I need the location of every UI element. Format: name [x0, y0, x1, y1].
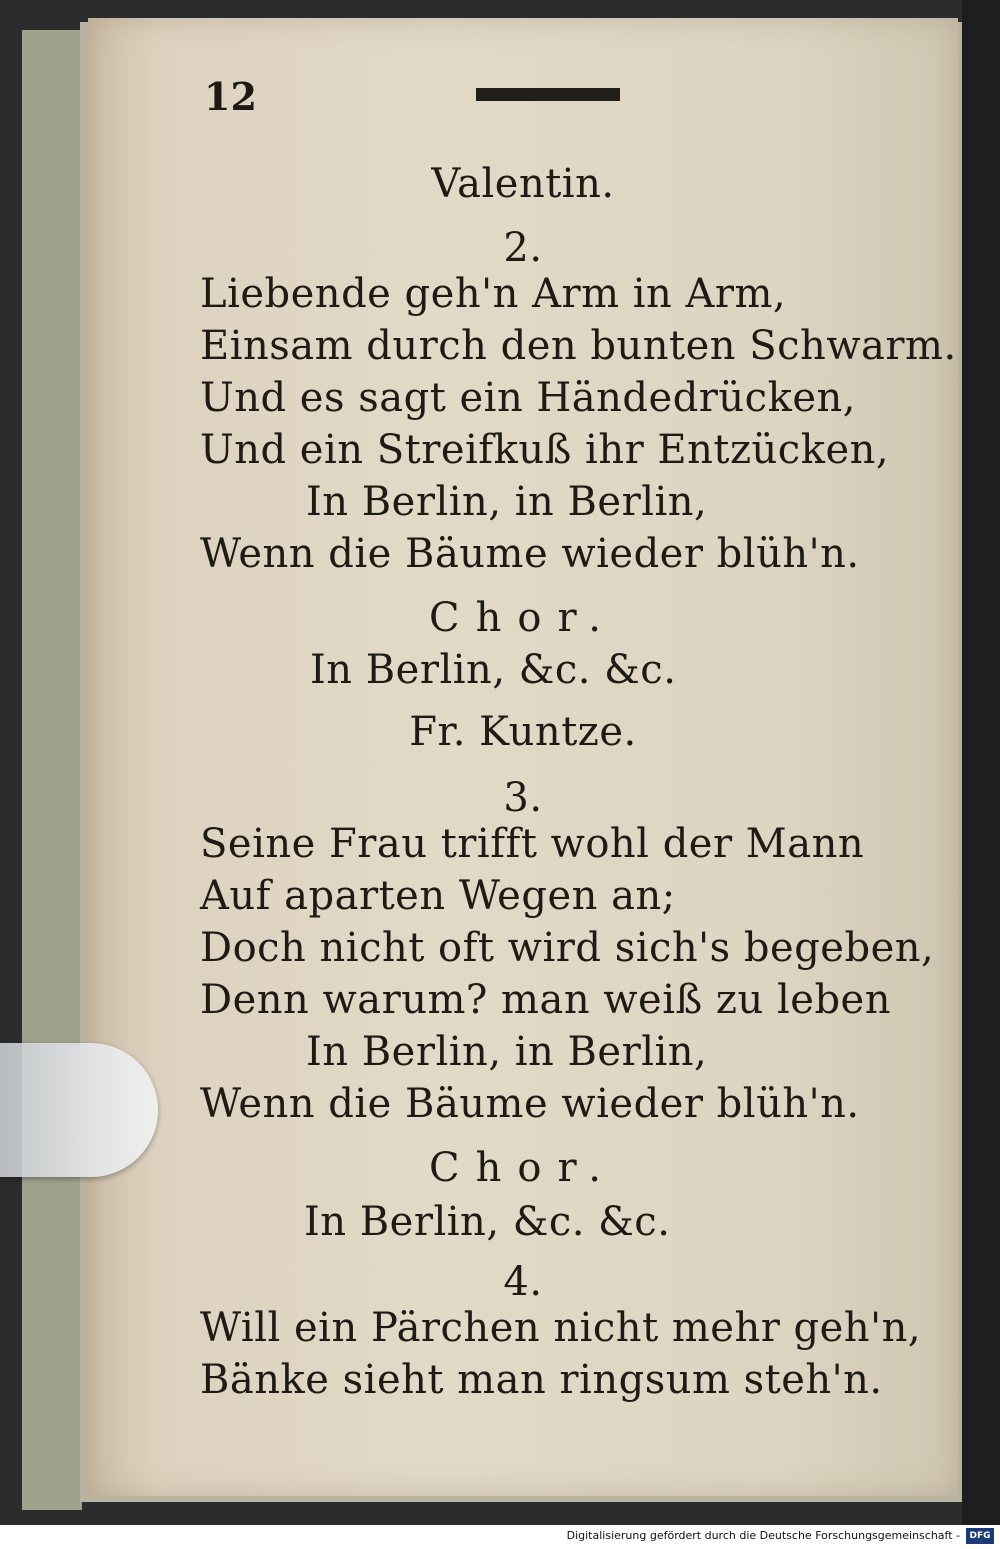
funding-credit: Digitalisierung gefördert durch die Deutsche Forschungsgemeinschaft - — [566, 1529, 960, 1542]
speaker-name: Fr. Kuntze. — [409, 709, 637, 755]
verse-line: In Berlin, in Berlin, — [306, 1029, 708, 1075]
book-cover-edge — [22, 30, 82, 1510]
stanza-number: 4. — [503, 1259, 543, 1305]
dfg-logo: DFG — [966, 1528, 994, 1544]
verse-line: Doch nicht oft wird sich's begeben, — [200, 925, 935, 971]
chorus-title: Chor. — [429, 595, 617, 641]
verse-line: Wenn die Bäume wieder blüh'n. — [200, 1081, 860, 1127]
page-heading: Valentin. — [431, 161, 615, 207]
verse-line: Seine Frau trifft wohl der Mann — [200, 821, 865, 867]
chorus-line: In Berlin, &c. &c. — [310, 647, 677, 693]
verse-line: Wenn die Bäume wieder blüh'n. — [200, 531, 860, 577]
page-clip — [0, 1043, 158, 1177]
scan-border — [962, 0, 1000, 1525]
footer-bar — [0, 1525, 1000, 1549]
verse-line: Auf aparten Wegen an; — [200, 873, 676, 919]
verse-line: Einsam durch den bunten Schwarm. — [200, 323, 957, 369]
verse-line: Liebende geh'n Arm in Arm, — [200, 271, 787, 317]
verse-line: Denn warum? man weiß zu leben — [200, 977, 891, 1023]
stanza-number: 2. — [503, 225, 543, 271]
verse-line: Und ein Streifkuß ihr Entzücken, — [200, 427, 890, 473]
header-rule — [476, 88, 620, 101]
chorus-line: In Berlin, &c. &c. — [304, 1199, 671, 1245]
chorus-title: Chor. — [429, 1145, 617, 1191]
verse-line: In Berlin, in Berlin, — [306, 479, 708, 525]
verse-line: Bänke sieht man ringsum steh'n. — [200, 1357, 883, 1403]
page-number: 12 — [204, 74, 257, 119]
stanza-number: 3. — [503, 775, 543, 821]
verse-line: Und es sagt ein Händedrücken, — [200, 375, 856, 421]
verse-line: Will ein Pärchen nicht mehr geh'n, — [200, 1305, 922, 1351]
